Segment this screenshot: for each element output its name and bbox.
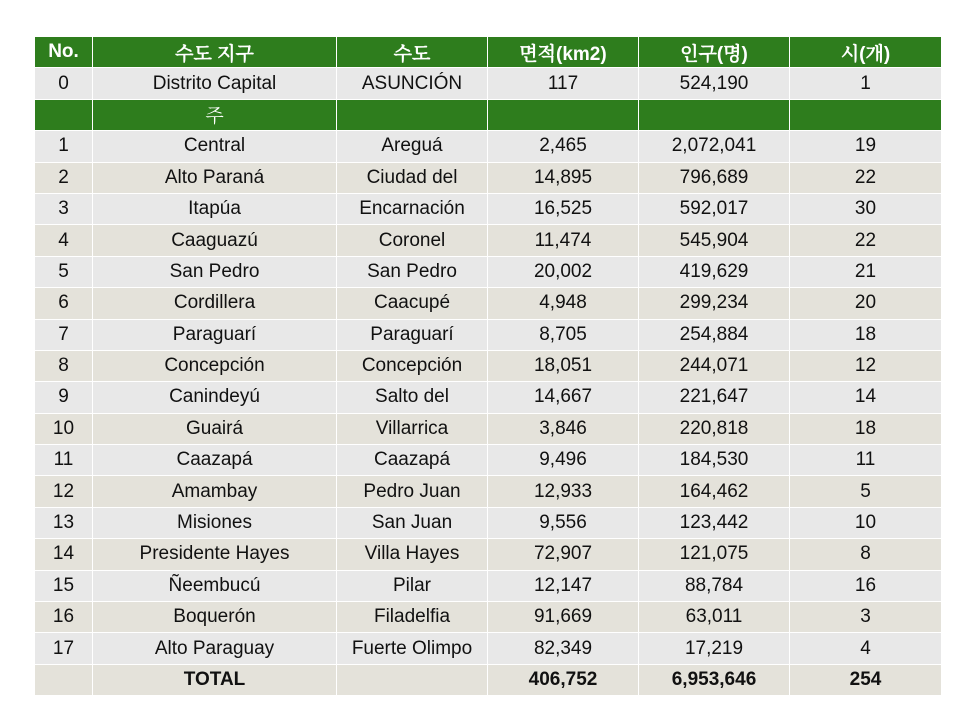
table-cell: Ciudad del: [337, 162, 488, 193]
table-cell: 220,818: [639, 413, 790, 444]
table-cell: 184,530: [639, 445, 790, 476]
table-cell: Encarnación: [337, 193, 488, 224]
table-cell: ASUNCIÓN: [337, 68, 488, 99]
table-row: [35, 319, 942, 350]
table-cell: 4,948: [488, 288, 639, 319]
table-cell: 12,933: [488, 476, 639, 507]
total-row: [35, 664, 942, 695]
table-cell: 5: [790, 476, 942, 507]
table-cell: 16: [35, 602, 93, 633]
table-cell: 91,669: [488, 602, 639, 633]
table-cell: San Juan: [337, 507, 488, 538]
table-cell: 2,072,041: [639, 131, 790, 162]
table-cell: Fuerte Olimpo: [337, 633, 488, 664]
table-cell: 0: [35, 68, 93, 99]
table-row: [35, 225, 942, 256]
table-cell: Canindeyú: [93, 382, 337, 413]
table-cell: 524,190: [639, 68, 790, 99]
table-cell: 22: [790, 225, 942, 256]
header-cell-capital: 수도: [337, 37, 488, 68]
table-cell: 82,349: [488, 633, 639, 664]
table-row: [35, 633, 942, 664]
table-cell: 254,884: [639, 319, 790, 350]
table-cell: Caazapá: [93, 445, 337, 476]
table-cell: Alto Paraná: [93, 162, 337, 193]
table-cell: Guairá: [93, 413, 337, 444]
paraguay-departments-table: [34, 36, 942, 696]
table-cell: 16,525: [488, 193, 639, 224]
header-cell-area: 면적(km2): [488, 37, 639, 68]
table-cell: San Pedro: [337, 256, 488, 287]
table-cell: 12: [35, 476, 93, 507]
table-cell: 9: [35, 382, 93, 413]
table-cell: 11: [35, 445, 93, 476]
table-cell: 164,462: [639, 476, 790, 507]
table-cell: 14: [790, 382, 942, 413]
table-cell: 3,846: [488, 413, 639, 444]
section-row: [35, 99, 942, 130]
table-cell: Caazapá: [337, 445, 488, 476]
table-cell: Pedro Juan: [337, 476, 488, 507]
table-cell: Pilar: [337, 570, 488, 601]
header-cell-no: No.: [35, 37, 93, 68]
table-cell: 19: [790, 131, 942, 162]
table-cell: 88,784: [639, 570, 790, 601]
table-cell: [790, 99, 942, 130]
table-row: [35, 131, 942, 162]
table-cell: 12: [790, 350, 942, 381]
table-cell: 72,907: [488, 539, 639, 570]
table-cell: 22: [790, 162, 942, 193]
table-row: [35, 539, 942, 570]
table-row: [35, 350, 942, 381]
table-cell: Paraguarí: [93, 319, 337, 350]
table-cell: 17: [35, 633, 93, 664]
header-cell-cities: 시(개): [790, 37, 942, 68]
table-cell: Misiones: [93, 507, 337, 538]
table-cell: Presidente Hayes: [93, 539, 337, 570]
table-cell: 221,647: [639, 382, 790, 413]
table-cell: 8: [35, 350, 93, 381]
table-row: [35, 382, 942, 413]
table-cell: 18: [790, 413, 942, 444]
table-cell: 299,234: [639, 288, 790, 319]
table-cell: Alto Paraguay: [93, 633, 337, 664]
table-cell: Boquerón: [93, 602, 337, 633]
table-cell: 8: [790, 539, 942, 570]
table-cell: 13: [35, 507, 93, 538]
table-cell: 7: [35, 319, 93, 350]
table-cell: 18,051: [488, 350, 639, 381]
table-cell: 5: [35, 256, 93, 287]
table-cell: Filadelfia: [337, 602, 488, 633]
header-row: [35, 37, 942, 68]
capital-row: [35, 68, 942, 99]
table-cell: 14,895: [488, 162, 639, 193]
table-cell: 4: [35, 225, 93, 256]
table-cell: 406,752: [488, 664, 639, 695]
table-row: [35, 193, 942, 224]
table-row: [35, 445, 942, 476]
table-cell: [35, 664, 93, 695]
table-cell: 15: [35, 570, 93, 601]
table-cell: 17,219: [639, 633, 790, 664]
table-cell: Cordillera: [93, 288, 337, 319]
table-cell: 244,071: [639, 350, 790, 381]
table-row: [35, 507, 942, 538]
table-cell: 10: [790, 507, 942, 538]
table-cell: 6,953,646: [639, 664, 790, 695]
table-cell: [639, 99, 790, 130]
header-cell-district: 수도 지구: [93, 37, 337, 68]
table-row: [35, 570, 942, 601]
table-cell: 8,705: [488, 319, 639, 350]
table-cell: 3: [790, 602, 942, 633]
table-cell: 11: [790, 445, 942, 476]
table-cell: 419,629: [639, 256, 790, 287]
table-cell: 18: [790, 319, 942, 350]
total-label: TOTAL: [93, 664, 337, 695]
table-cell: 2: [35, 162, 93, 193]
table-cell: [337, 664, 488, 695]
table-cell: Coronel: [337, 225, 488, 256]
table-cell: 3: [35, 193, 93, 224]
table-cell: Itapúa: [93, 193, 337, 224]
table-cell: 14,667: [488, 382, 639, 413]
table-cell: Central: [93, 131, 337, 162]
section-label: 주: [93, 99, 337, 130]
table-cell: Paraguarí: [337, 319, 488, 350]
table-cell: [488, 99, 639, 130]
table-cell: 63,011: [639, 602, 790, 633]
table-cell: Caaguazú: [93, 225, 337, 256]
table-cell: 545,904: [639, 225, 790, 256]
table-cell: 30: [790, 193, 942, 224]
table-cell: 14: [35, 539, 93, 570]
table-cell: Caacupé: [337, 288, 488, 319]
table-cell: Distrito Capital: [93, 68, 337, 99]
table-cell: Ñeembucú: [93, 570, 337, 601]
table-header: [35, 37, 942, 68]
table-cell: 11,474: [488, 225, 639, 256]
table-cell: 12,147: [488, 570, 639, 601]
table-cell: [35, 99, 93, 130]
table-cell: 4: [790, 633, 942, 664]
table-cell: 592,017: [639, 193, 790, 224]
table-cell: 10: [35, 413, 93, 444]
table-cell: San Pedro: [93, 256, 337, 287]
table-cell: Areguá: [337, 131, 488, 162]
table-cell: Concepción: [337, 350, 488, 381]
table-row: [35, 413, 942, 444]
table-cell: Salto del: [337, 382, 488, 413]
table-cell: 1: [35, 131, 93, 162]
table-cell: 9,556: [488, 507, 639, 538]
table-cell: 20: [790, 288, 942, 319]
table-cell: 20,002: [488, 256, 639, 287]
header-cell-population: 인구(명): [639, 37, 790, 68]
table-row: [35, 288, 942, 319]
table-row: [35, 256, 942, 287]
table-cell: Villarrica: [337, 413, 488, 444]
table-cell: 9,496: [488, 445, 639, 476]
table-cell: 1: [790, 68, 942, 99]
table-cell: 117: [488, 68, 639, 99]
table-cell: 796,689: [639, 162, 790, 193]
table-cell: Amambay: [93, 476, 337, 507]
table-cell: Concepción: [93, 350, 337, 381]
table-row: [35, 162, 942, 193]
table-cell: 6: [35, 288, 93, 319]
table-row: [35, 476, 942, 507]
paraguay-departments-table-container: [34, 36, 941, 696]
table-cell: 121,075: [639, 539, 790, 570]
table-cell: 16: [790, 570, 942, 601]
table-cell: 21: [790, 256, 942, 287]
table-cell: Villa Hayes: [337, 539, 488, 570]
table-cell: 2,465: [488, 131, 639, 162]
table-cell: [337, 99, 488, 130]
table-row: [35, 602, 942, 633]
table-body: [35, 68, 942, 696]
table-cell: 254: [790, 664, 942, 695]
table-cell: 123,442: [639, 507, 790, 538]
